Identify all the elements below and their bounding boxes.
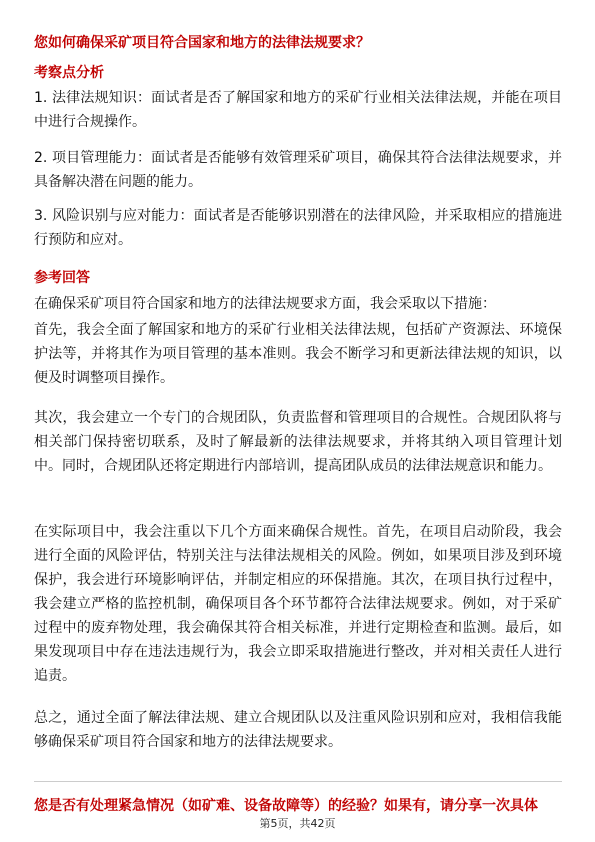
page-footer: 第5页，共42页	[259, 817, 336, 830]
answer-conclusion: 总之，通过全面了解法律法规、建立合规团队以及注重风险识别和应对，我相信我能够确保采矿项目符合国家和地方的法律法规要求。	[34, 710, 562, 750]
section-divider	[34, 781, 562, 782]
analysis-point-3: 3. 风险识别与应对能力：面试者是否能够识别潜在的法律风险，并采取相应的措施进行预防和应对。	[34, 208, 562, 248]
answer-paragraph-second: 其次，我会建立一个专门的合规团队，负责监督和管理项目的合规性。合规团队将与相关部门保持密切联系，及时了解最新的法律法规要求，并将其纳入项目管理计划中。同时，合规团队还将定期进行内部培训，提高团队成员的法律法规意识和能力。	[34, 410, 562, 474]
answer-heading: 参考回答	[34, 270, 90, 286]
question-title: 您如何确保采矿项目符合国家和地方的法律法规要求？	[34, 35, 370, 51]
analysis-point-1: 1. 法律法规知识：面试者是否了解国家和地方的采矿行业相关法律法规，并能在项目中进行合规操作。	[34, 90, 562, 130]
analysis-point-2: 2. 项目管理能力：面试者是否能够有效管理采矿项目，确保其符合法律法规要求，并具备解决潜在问题的能力。	[34, 150, 562, 190]
analysis-heading: 考察点分析	[34, 65, 104, 81]
answer-intro: 在确保采矿项目符合国家和地方的法律法规要求方面，我会采取以下措施：	[34, 296, 496, 312]
answer-paragraph-practice: 在实际项目中，我会注重以下几个方面来确保合规性。首先，在项目启动阶段，我会进行全面的风险评估，特别关注与法律法规相关的风险。例如，如果项目涉及到环境保护，我会进行环境影响评估，并制定相应的环保措施。其次，在项目执行过程中，我会建立严格的监控机制，确保项目各个环节都符合法律法规要求。例如，对于采矿过程中的废弃物处理，我会确保其符合相关标准，并进行定期检查和监测。最后，如果发现项目中存在违法违规行为，我会立即采取措施进行整改，并对相关责任人进行追责。	[34, 524, 562, 684]
answer-paragraph-first: 首先，我会全面了解国家和地方的采矿行业相关法律法规，包括矿产资源法、环境保护法等，并将其作为项目管理的基本准则。我会不断学习和更新法律法规的知识，以便及时调整项目操作。	[34, 322, 562, 386]
next-question-title: 您是否有处理紧急情况（如矿难、设备故障等）的经验？如果有，请分享一次具体	[34, 798, 538, 814]
